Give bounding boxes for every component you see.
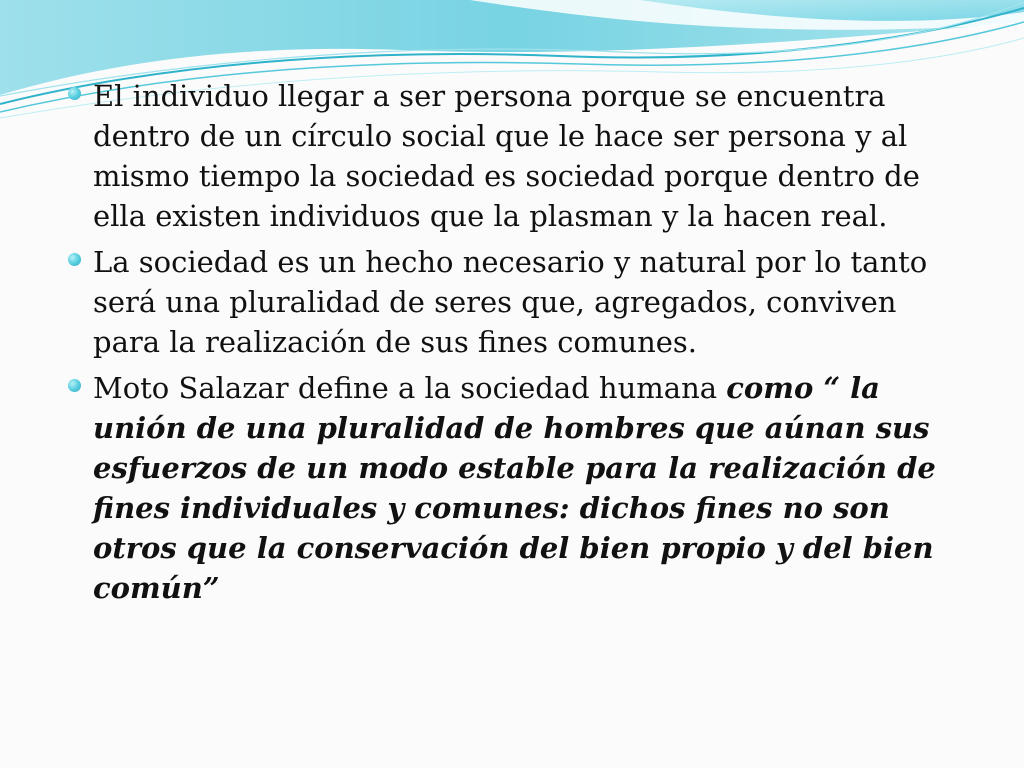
bullet-text: Moto Salazar define a la sociedad humana [93, 371, 727, 405]
bullet-list [62, 76, 962, 608]
bullet-item [62, 368, 962, 608]
quoted-definition: como “ la unión de una pluralidad de hombres que aúnan sus esfuerzos de un modo estable para la realización de fines individuales y comunes: dichos fines no son otros que la conservación del bien propio y del bien común” [93, 371, 936, 605]
bullet-text: La sociedad es un hecho necesario y natural por lo tanto será una pluralidad de seres que, agregados, conviven para la realización de sus fines comunes. [93, 245, 928, 359]
bullet-item [62, 76, 962, 236]
bullet-text: El individuo llegar a ser persona porque se encuentra dentro de un círculo social que le hace ser persona y al mismo tiempo la sociedad es sociedad porque dentro de ella existen individuos que la plasman y la hacen real. [93, 79, 920, 233]
bullet-dot-icon [68, 253, 81, 266]
bullet-dot-icon [68, 379, 81, 392]
bullet-dot-icon [68, 87, 81, 100]
slide-content [62, 76, 962, 614]
bullet-item [62, 242, 962, 362]
